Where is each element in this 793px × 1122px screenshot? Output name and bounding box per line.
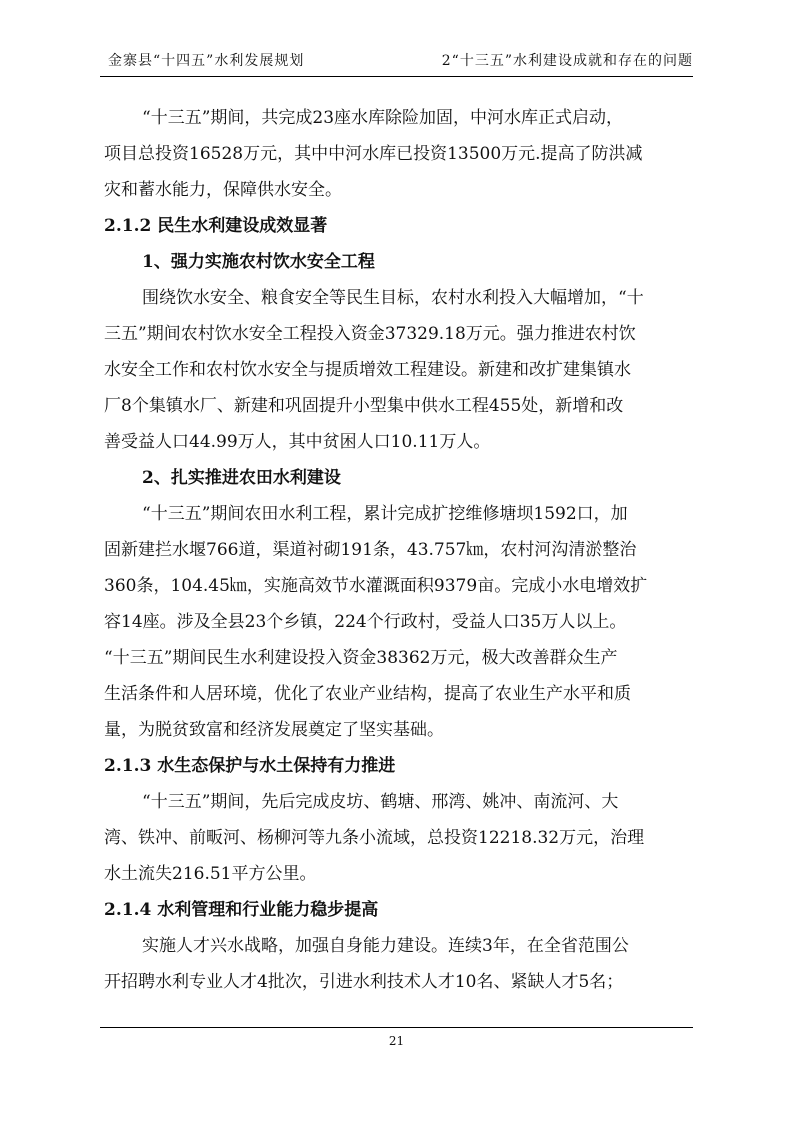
paragraph-line: 容14座。涉及全县23个乡镇，224个行政村，受益人口35万人以上。 xyxy=(104,612,627,632)
paragraph-line: 项目总投资16528万元，其中中河水库已投资13500万元.提高了防洪减 xyxy=(104,144,643,164)
paragraph-line: 厂8个集镇水厂、新建和巩固提升小型集中供水工程455处，新增和改 xyxy=(104,396,624,416)
paragraph-line: 固新建拦水堰766道，渠道衬砌191条，43.757㎞，农村河沟清淤整治 xyxy=(104,540,637,560)
section-heading: 2.1.2 民生水利建设成效显著 xyxy=(104,216,328,236)
header-chapter-title: 2“十三五”水利建设成就和存在的问题 xyxy=(441,53,693,69)
footer-rule xyxy=(100,1027,693,1028)
paragraph-line: 灾和蓄水能力，保障供水安全。 xyxy=(104,180,342,200)
paragraph-line: 湾、铁冲、前畈河、杨柳河等九条小流域，总投资12218.32万元，治理 xyxy=(104,828,645,848)
paragraph-line: 善受益人口44.99万人，其中贫困人口10.11万人。 xyxy=(104,432,491,452)
paragraph-line: 生活条件和人居环境，优化了农业产业结构，提高了农业生产水平和质 xyxy=(104,684,631,704)
paragraph-line: “十三五”期间，先后完成皮坊、鹤塘、邢湾、姚冲、南流河、大 xyxy=(142,792,619,812)
paragraph-line: 量，为脱贫致富和经济发展奠定了坚实基础。 xyxy=(104,720,444,740)
header-document-title: 金寨县“十四五”水利发展规划 xyxy=(108,53,305,69)
paragraph-line: “十三五”期间民生水利建设投入资金38362万元，极大改善群众生产 xyxy=(104,648,618,668)
paragraph-line: 水安全工作和农村饮水安全与提质增效工程建设。新建和改扩建集镇水 xyxy=(104,360,631,380)
section-heading: 2、扎实推进农田水利建设 xyxy=(142,468,341,488)
paragraph-line: 水土流失216.51平方公里。 xyxy=(104,864,317,884)
page-number: 21 xyxy=(388,1034,405,1048)
paragraph-line: 实施人才兴水战略，加强自身能力建设。连续3年，在全省范围公 xyxy=(142,936,629,956)
paragraph-line: 围绕饮水安全、粮食安全等民生目标，农村水利投入大幅增加，“十 xyxy=(142,288,644,308)
paragraph-line: 360条，104.45㎞，实施高效节水灌溉面积9379亩。完成小水电增效扩 xyxy=(104,576,648,596)
section-heading: 2.1.3 水生态保护与水土保持有力推进 xyxy=(104,756,396,776)
body-text xyxy=(104,100,697,1000)
paragraph-line: 三五”期间农村饮水安全工程投入资金37329.18万元。强力推进农村饮 xyxy=(104,324,636,344)
section-heading: 2.1.4 水利管理和行业能力稳步提高 xyxy=(104,900,379,920)
page-header xyxy=(100,50,693,77)
paragraph-line: “十三五”期间，共完成23座水库除险加固，中河水库正式启动， xyxy=(142,108,624,128)
paragraph-line: “十三五”期间农田水利工程，累计完成扩挖维修塘坝1592口，加 xyxy=(142,504,628,524)
section-heading: 1、强力实施农村饮水安全工程 xyxy=(142,252,375,272)
paragraph-line: 开招聘水利专业人才4批次，引进水利技术人才10名、紧缺人才5名； xyxy=(104,972,624,992)
